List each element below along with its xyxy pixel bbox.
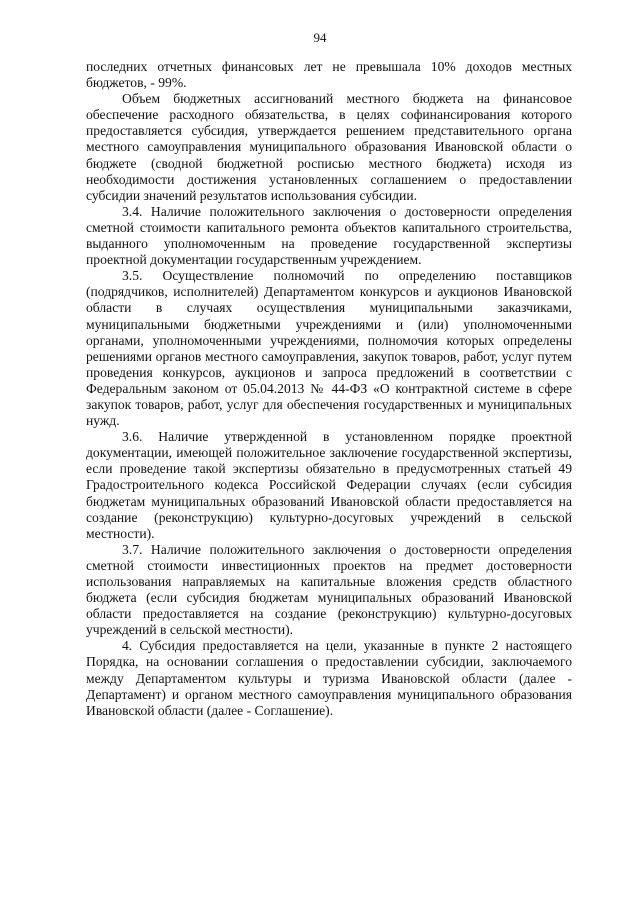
paragraph-budget-allocations: Объем бюджетных ассигнований местного бюджета на финансовое обеспечение расходного обязательства, в целях софинансирования которого предоставляется субсидия, утверждается решением представительного органа местного самоуправления муниципального образования Ивановской области о бюджете (сводной бюджетной росписью местного бюджета) исходя из необходимости достижения установленных соглашением о предоставлении субсидии значений результатов использования субсидии. (86, 91, 572, 203)
paragraph-3-7: 3.7. Наличие положительного заключения о достоверности определения сметной стоимости инвестиционных проектов на предмет достоверности использования направляемых на капитальные вложения средств областного бюджета (если субсидия бюджетам муниципальных образований Ивановской области предоставляется на создание (реконструкцию) культурно-досуговых учреждений в сельской местности). (86, 541, 572, 638)
page-number: 94 (313, 30, 327, 45)
paragraph-continuation: последних отчетных финансовых лет не превышала 10% доходов местных бюджетов, - 99%. (86, 59, 572, 91)
paragraph-4: 4. Субсидия предоставляется на цели, указанные в пункте 2 настоящего Порядка, на основании соглашения о предоставлении субсидии, заключаемого между Департаментом культуры и туризма Ивановской области (далее - Департамент) и органом местного самоуправления муниципального образования Ивановской области (далее - Соглашение). (86, 638, 572, 718)
document-body (86, 59, 572, 719)
paragraph-3-4: 3.4. Наличие положительного заключения о достоверности определения сметной стоимости капитального ремонта объектов капитального строительства, выданного уполномоченным на проведение государственной экспертизы проектной документации государственным учреждением. (86, 203, 572, 268)
paragraph-3-5: 3.5. Осуществление полномочий по определению поставщиков (подрядчиков, исполнителей) Департаментом конкурсов и аукционов Ивановской области в случаях осуществления муниципальными заказчиками, муниципальными бюджетными учреждениями и (или) уполномоченными органами, уполномоченными учреждениями, полномочия которых определены решениями органов местного самоуправления, закупок товаров, работ, услуг путем проведения конкурсов, аукционов и запроса предложений в соответствии с Федеральным законом от 05.04.2013 № 44-ФЗ «О контрактной системе в сфере закупок товаров, работ, услуг для обеспечения государственных и муниципальных нужд. (86, 268, 572, 429)
paragraph-3-6: 3.6. Наличие утвержденной в установленном порядке проектной документации, имеющей положительное заключение государственной экспертизы, если проведение такой экспертизы обязательно в предусмотренных статьей 49 Градостроительного кодекса Российской Федерации случаях (если субсидия бюджетам муниципальных образований Ивановской области предоставляется на создание (реконструкцию) культурно-досуговых учреждений в сельской местности). (86, 429, 572, 541)
